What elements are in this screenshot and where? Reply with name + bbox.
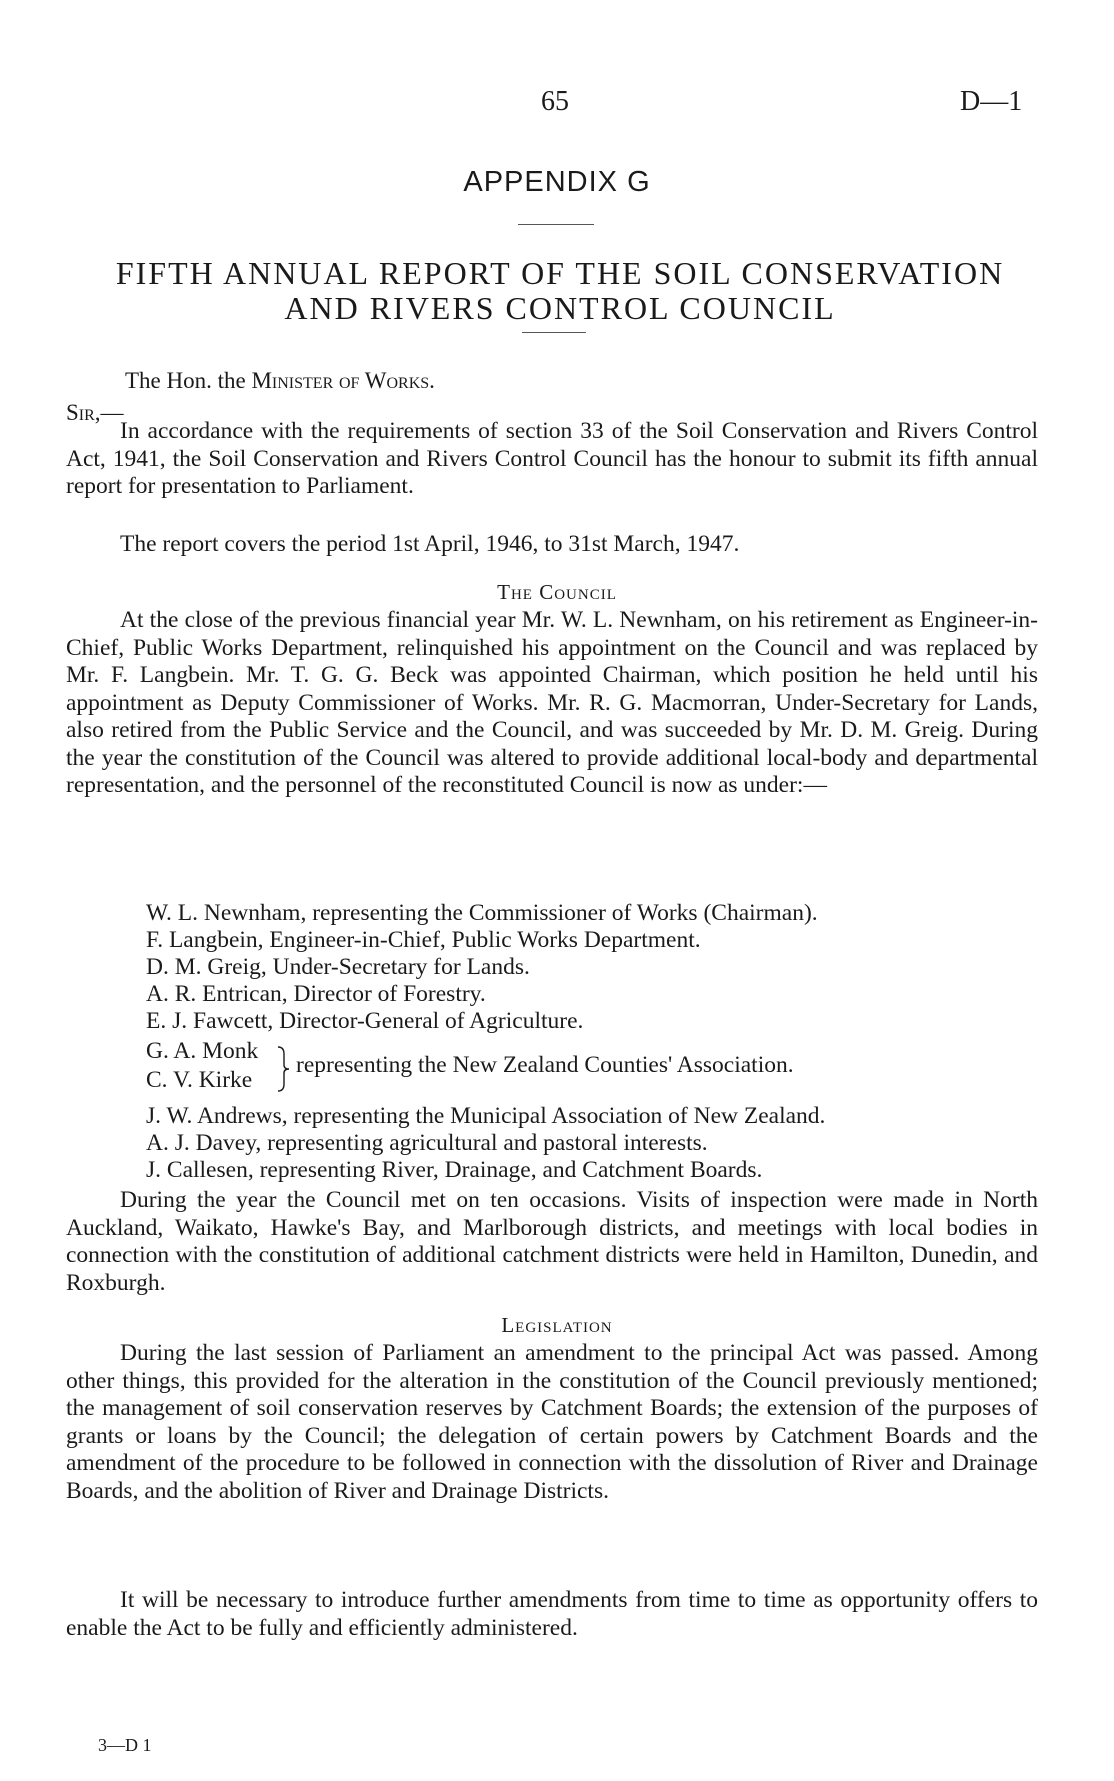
counties-representation: representing the New Zealand Counties' Association. <box>296 1052 794 1078</box>
brace-icon <box>276 1046 290 1092</box>
addressee-office: Minister of Works. <box>251 368 435 393</box>
council-heading: The Council <box>497 580 617 604</box>
legislation-paragraph: During the last session of Parliament an amendment to the principal Act was passed. Among other things, this provided for the alteration in the constitution of the Council previously mentioned; the management of soil conservation reserves by Catchment Boards; the extension of the purposes of grants or loans by the Council; the delegation of certain powers by Catchment Boards and the amendment of the procedure to be followed in connection with the dissolution of River and Drainage Boards, and the abolition of River and Drainage Districts. <box>66 1340 1038 1504</box>
addressee-prefix: The Hon. the <box>125 368 252 393</box>
divider-rule <box>518 224 594 225</box>
member-item: F. Langbein, Engineer-in-Chief, Public Works Department. <box>146 927 701 953</box>
member-item: D. M. Greig, Under-Secretary for Lands. <box>146 954 530 980</box>
printer-signature: 3—D 1 <box>98 1735 152 1755</box>
member-item: J. Callesen, representing River, Drainage, and Catchment Boards. <box>146 1157 763 1183</box>
report-title-line-1: FIFTH ANNUAL REPORT OF THE SOIL CONSERVATION <box>115 255 1005 291</box>
member-item: W. L. Newnham, representing the Commissioner of Works (Chairman). <box>146 900 818 926</box>
legislation-heading: Legislation <box>501 1313 613 1337</box>
member-item: A. R. Entrican, Director of Forestry. <box>146 981 486 1007</box>
member-name: C. V. Kirke <box>146 1067 253 1093</box>
council-paragraph: At the close of the previous financial year Mr. W. L. Newnham, on his retirement as Engineer-in-Chief, Public Works Department, relinquished his appointment on the Council and was replaced by Mr. F. Langbein. Mr. T. G. G. Beck was appointed Chairman, which position he held until his appointment as Deputy Commissioner of Works. Mr. R. G. Macmorran, Under-Secretary for Lands, also retired from the Public Service and the Council, and was succeeded by Mr. D. M. Greig. During the year the constitution of the Council was altered to provide additional local-body and departmental representation, and the personnel of the reconstituted Council is now as under:— <box>66 607 1038 798</box>
document-code: D—1 <box>960 86 1023 117</box>
appendix-label: APPENDIX G <box>463 166 651 198</box>
report-title-line-2: AND RIVERS CONTROL COUNCIL <box>284 290 836 326</box>
member-name: G. A. Monk <box>146 1038 259 1064</box>
meetings-paragraph: During the year the Council met on ten occasions. Visits of inspection were made in North Auckland, Waikato, Hawke's Bay, and Marlborough districts, and meetings with local bodies in connection with the constitution of additional catchment districts were held in Hamilton, Dunedin, and Roxburgh. <box>66 1187 1038 1296</box>
page-number: 65 <box>541 86 569 117</box>
amendments-paragraph: It will be necessary to introduce further amendments from time to time as opportunity offers to enable the Act to be fully and efficiently administered. <box>66 1587 1038 1641</box>
counties-association-members <box>146 1038 1046 1098</box>
report-period-paragraph: The report covers the period 1st April, 1946, to 31st March, 1947. <box>120 531 740 557</box>
addressee <box>125 368 435 394</box>
member-item: E. J. Fawcett, Director-General of Agriculture. <box>146 1008 584 1034</box>
intro-paragraph: In accordance with the requirements of section 33 of the Soil Conservation and Rivers Control Act, 1941, the Soil Conservation and Rivers Control Council has the honour to submit its fifth annual report for presentation to Parliament. <box>66 418 1038 499</box>
divider-rule <box>522 332 586 333</box>
salutation: Sir,— <box>66 400 124 425</box>
report-title <box>60 256 1060 326</box>
member-item: A. J. Davey, representing agricultural and pastoral interests. <box>146 1130 708 1156</box>
member-item: J. W. Andrews, representing the Municipal Association of New Zealand. <box>146 1103 826 1129</box>
